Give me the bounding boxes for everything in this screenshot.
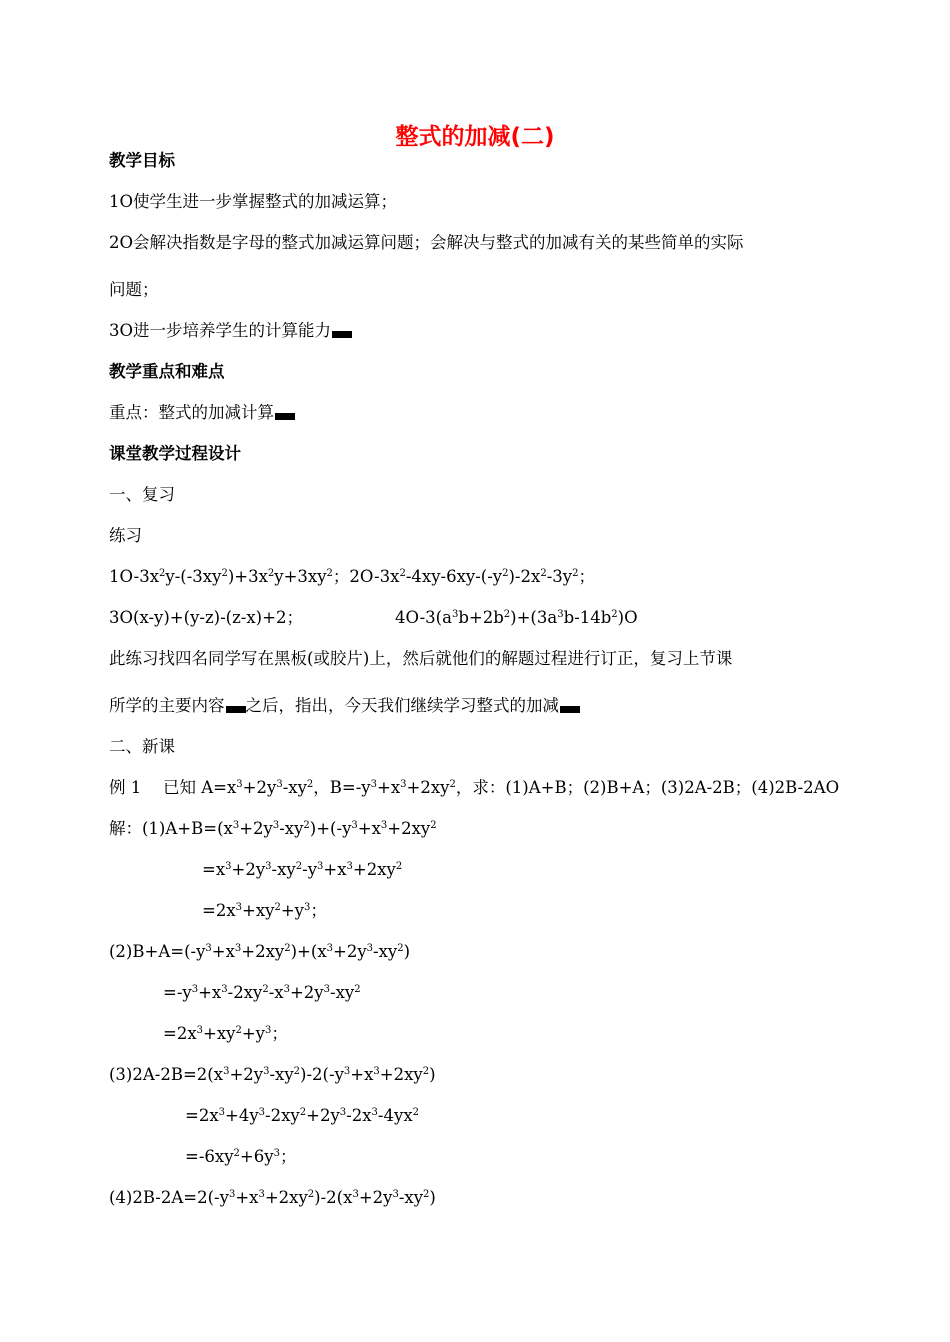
solution-3-line-2: $=2x^3+4y^3-2xy^2+2y^3-2x^3-4yx^2$ [185, 1106, 419, 1125]
description-line-2: 所学的主要内容 之后，指出，今天我们继续学习整式的加减 [109, 695, 580, 717]
exercise-3: 3O(x-y)+(y-z)-(z-x)+2； [109, 608, 303, 627]
objective-3-text: 3O进一步培养学生的计算能力 [109, 321, 332, 340]
period-mark [275, 413, 295, 420]
solution-3-line-1: $(3)2A-2B=2(x^3+2y^3-xy^2)-2(-y^3+x^3+2xy^2)$ [109, 1065, 436, 1084]
key-point [109, 402, 295, 424]
exercise-1-2: $1O-3x^2y-(-3xy^2)+3x^2y+3xy^2$；$2O-3x^2-4xy-6xy-(-y^2)-2x^2-3y^2$； [109, 567, 595, 586]
exercise-3-4 [109, 607, 638, 629]
heading-key-points: 教学重点和难点 [109, 362, 225, 381]
section-new-lesson: 二、新课 [109, 737, 175, 756]
section-review: 一、复习 [109, 485, 175, 504]
solution-4-line-1: $(4)2B-2A=2(-y^3+x^3+2xy^2)-2(x^3+2y^3-xy^2)$ [109, 1188, 436, 1207]
solution-3-line-3: $=-6xy^2+6y^3$； [185, 1147, 297, 1166]
solution-1-line-2: $=x^3+2y^3-xy^2-y^3+x^3+2xy^2$ [202, 860, 403, 879]
period-mark [226, 706, 246, 713]
solution-2-line-2: $=-y^3+x^3-2xy^2-x^3+2y^3-xy^2$ [163, 983, 361, 1002]
objective-2-continued: 问题； [109, 280, 159, 299]
objective-3 [109, 320, 352, 342]
objective-1: 1O使学生进一步掌握整式的加减运算； [109, 192, 398, 211]
solution-1-line-3: $=2x^3+xy^2+y^3$； [202, 901, 327, 920]
solution-2-line-3: $=2x^3+xy^2+y^3$； [163, 1024, 288, 1043]
objective-2: 2O会解决指数是字母的整式加减运算问题；会解决与整式的加减有关的某些简单的实际 [109, 233, 744, 252]
heading-process: 课堂教学过程设计 [109, 444, 241, 463]
exercise-4: $4O-3(a^3b+2b^2)+(3a^3b-14b^2)O$ [394, 608, 638, 627]
solution-2-line-1: $(2)B+A=(-y^3+x^3+2xy^2)+(x^3+2y^3-xy^2)$ [109, 942, 411, 961]
practice-label: 练习 [109, 526, 142, 545]
period-mark [332, 331, 352, 338]
description-line-1: 此练习找四名同学写在黑板(或胶片)上，然后就他们的解题过程进行订正，复习上节课 [109, 649, 733, 668]
example-1: 例 1 已知 $A=x^3+2y^3-xy^2$，$B=-y^3+x^3+2xy^2$，求：(1)A+B；(2)B+A；(3)2A-2B；(4)2B-2AO [109, 778, 840, 797]
solution-1-line-1: 解：$(1)A+B=(x^3+2y^3-xy^2)+(-y^3+x^3+2xy^2$ [109, 819, 437, 838]
heading-objectives: 教学目标 [109, 151, 175, 170]
period-mark [560, 706, 580, 713]
key-point-text: 重点：整式的加减计算 [109, 403, 274, 422]
page-title: 整式的加减(二) [395, 124, 555, 150]
